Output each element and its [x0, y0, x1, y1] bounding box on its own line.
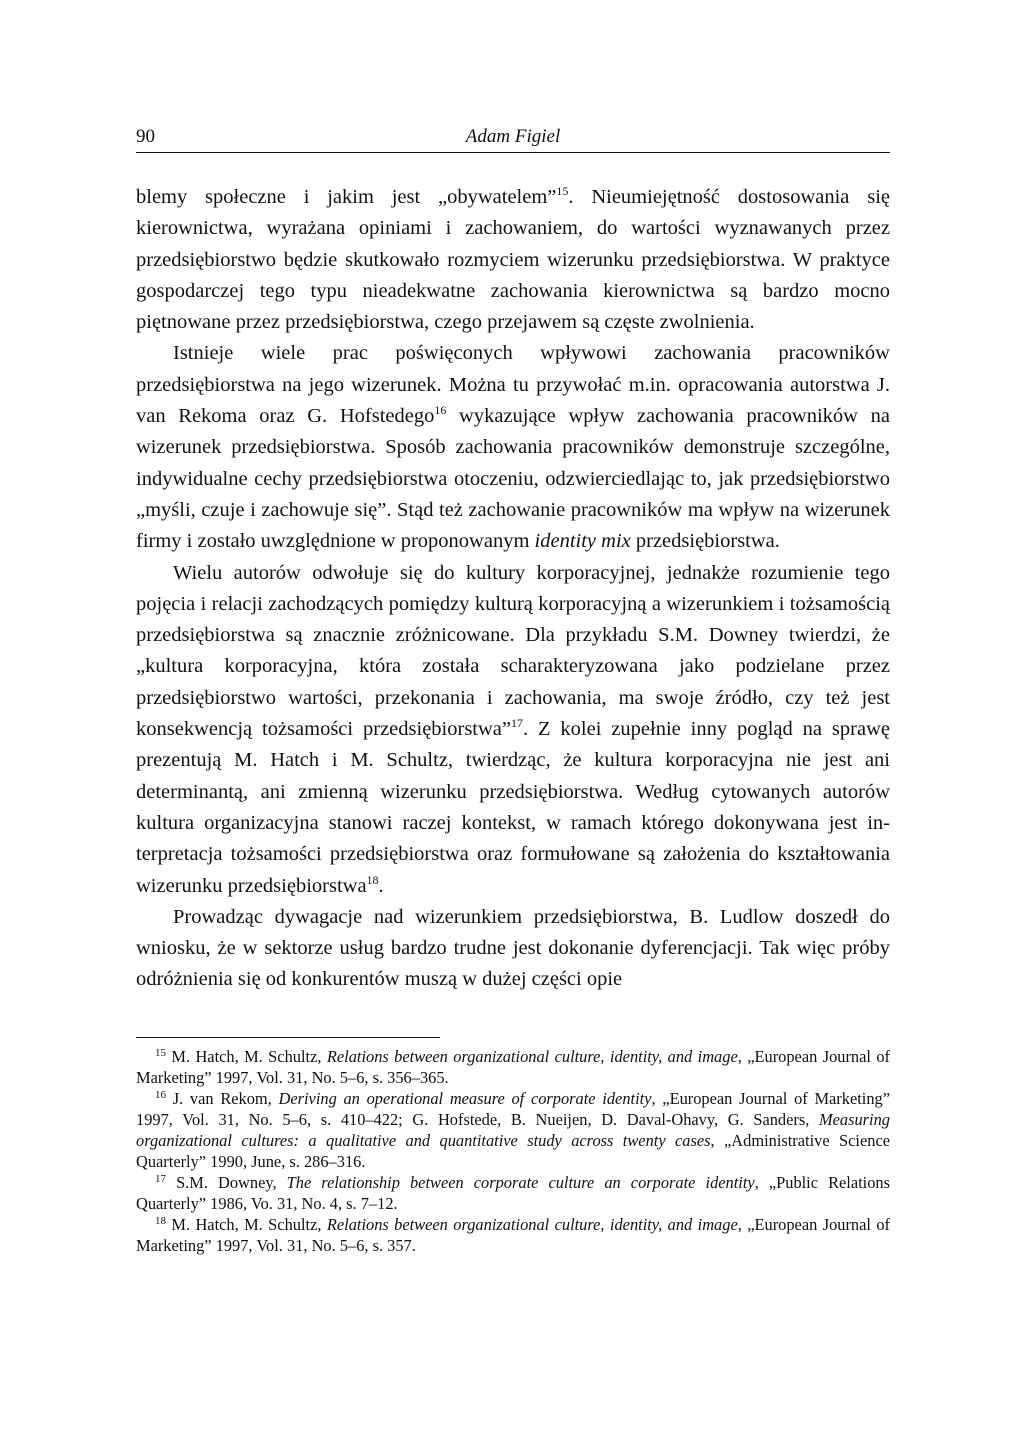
text-run: , „Public Relations Quarterly” 1986, Vo. 31, No. 4, s. 7–12.	[136, 1172, 890, 1213]
footnote-number: 18	[155, 1214, 166, 1227]
footnote-reference: 18	[366, 872, 379, 887]
text-run: Wielu autorów odwołuje się do kultury korporacyjnej, jednakże rozumienie tego pojęcia i relacji zachodzących pomiędzy kulturą korporacyjną a wizerunkiem i tożsamością przedsiębiorstwa są znacznie zróżnicowane. Dla przykładu S.M. Downey twierdzi, że „kultura korporacyjna, która została scharakteryzowana jako podzielane przez przedsiębiorstwo wartości, przekonania i zachowania, ma swoje źródło, czy też jest konsekwencją tożsamości przedsiębiorstwa”	[136, 561, 890, 741]
book-page	[136, 118, 890, 1256]
text-run: S.M. Downey,	[166, 1172, 287, 1192]
footnote-reference: 16	[434, 403, 447, 418]
footnote-number: 17	[155, 1172, 166, 1185]
text-run: .	[378, 874, 384, 897]
text-run: przedsiębiorstwa.	[630, 530, 780, 553]
paragraph	[136, 338, 890, 557]
paragraph	[136, 902, 890, 996]
italic-text: The relationship between corporate culture an corporate identity	[286, 1172, 755, 1192]
text-run: Istnieje wiele prac poświęconych wpływowi zachowania pracowników przedsiębiorstwa na jego wizerunek. Można tu przywołać m.in. opracowania autorstwa J. van Rekoma oraz G. Hofstedego	[136, 342, 890, 428]
text-run: , „European Journal of Marketing” 1997, Vol. 31, No. 5–6, s. 357.	[136, 1214, 891, 1255]
text-run: , „European Journal of Marketing” 1997, Vol. 31, No. 5–6, s. 410–422; G. Hofstede, B. Nueijen, D. Daval-Ohavy, G. Sanders,	[136, 1088, 890, 1129]
text-run: M. Hatch, M. Schultz,	[166, 1214, 327, 1234]
running-head-author: Adam Figiel	[465, 126, 561, 147]
page-header	[136, 118, 890, 153]
italic-text: Deriving an operational measure of corporate identity	[278, 1088, 652, 1108]
text-run: . Z kolei zupełnie inny pogląd na sprawę prezentują M. Hatch i M. Schultz, twierdząc, że kultura korporacyjna nie jest ani determinantą, ani zmienną wizerunku przedsiębiorstwa. Według cytowanych autorów kultura organizacyjna stanowi raczej kontekst, w ramach którego dokonywana jest interpretacja tożsamości przedsiębiorstwa oraz formułowane są założenia do kształtowania wizerunku przedsiębiorstwa	[136, 718, 890, 897]
text-run: blemy społeczne i jakim jest „obywatelem”	[136, 186, 557, 208]
footnote-reference: 17	[511, 716, 523, 731]
footnote	[136, 1172, 890, 1214]
italic-text: identity mix	[534, 530, 631, 553]
text-run: Prowadząc dywagacje nad wizerunkiem przedsiębiorstwa, B. Ludlow doszedł do wniosku, że w sektorze usług bardzo trudne jest dokonanie dyferencjacji. Tak więc próby odróżnienia się od konkurentów muszą w dużej części opie	[136, 905, 890, 991]
italic-text: Measuring organizational cultures: a qualitative and quantitative study across twenty cases	[136, 1109, 890, 1150]
text-run: , „European Journal of Marketing” 1997, Vol. 31, No. 5–6, s. 356–365.	[136, 1046, 891, 1087]
text-run: . Nieumiejętność dostosowania się kierownictwa, wyrażana opiniami i zachowaniem, do wartości wyznawanych przez przedsiębiorstwo będzie skutkowało rozmyciem wizerunku przedsiębiorstwa. W praktyce gospodarczej tego typu nieadekwatne zachowania kierownictwa są bardzo mocno piętnowane przez przedsiębiorstwa, czego przejawem są częste zwolnienia.	[136, 186, 890, 334]
footnote-number: 15	[155, 1046, 166, 1059]
footnotes	[136, 1046, 890, 1256]
text-run: wykazujące wpływ zachowania pracowników na wizerunek przedsiębiorstwa. Sposób zachowania pracowników demonstruje szczególne, indywidualne cechy przedsiębiorstwa otoczeniu, odzwierciedlając to, jak przedsiębiorstwo „myśli, czuje i zachowuje się”. Stąd też zachowanie pracowników ma wpływ na wizerunek firmy i zostało uwzględnione w proponowanym	[136, 405, 890, 553]
footnote	[136, 1088, 890, 1172]
footnote	[136, 1214, 890, 1256]
paragraph	[136, 558, 890, 902]
text-run: , „Administrative Science Quarterly” 1990, June, s. 286–316.	[136, 1130, 890, 1171]
text-run: M. Hatch, M. Schultz,	[166, 1046, 327, 1066]
italic-text: Relations between organizational culture, identity, and image	[326, 1214, 738, 1234]
footnote	[136, 1046, 890, 1088]
italic-text: Relations between organizational culture, identity, and image	[326, 1046, 738, 1066]
text-run: J. van Rekom,	[166, 1088, 279, 1108]
page-number: 90	[136, 126, 155, 147]
footnote-separator	[136, 1037, 440, 1038]
footnote-number: 16	[155, 1088, 166, 1101]
footnote-reference: 15	[556, 184, 569, 198]
paragraph	[136, 182, 890, 338]
body-text	[136, 182, 890, 996]
